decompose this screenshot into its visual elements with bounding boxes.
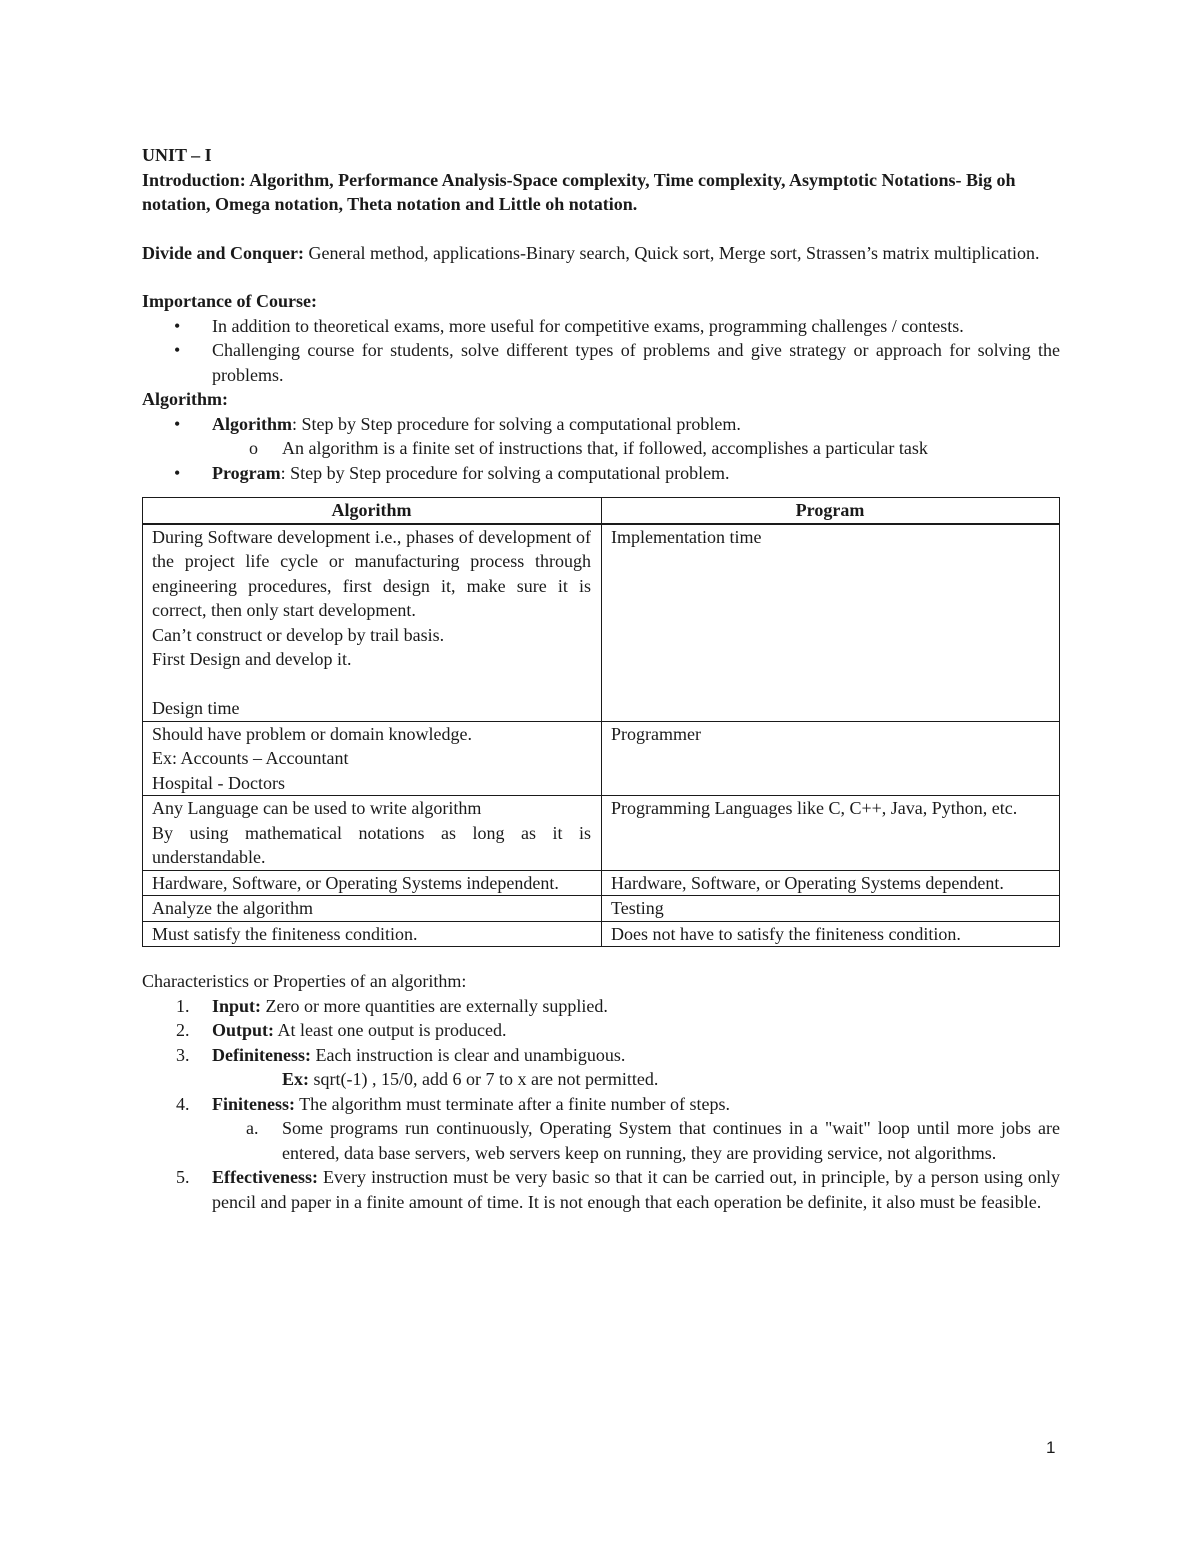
cell-line: During Software development i.e., phases of development of the project life cycle or manufacturing process through engineering procedures, first design it, make sure it is correct, then only start development. (152, 526, 591, 620)
table-cell (143, 796, 602, 871)
item-number: 3. (176, 1044, 190, 1065)
cell-line: By using mathematical notations as long as it is understandable. (152, 822, 591, 867)
importance-heading: Importance of Course: (142, 291, 317, 311)
table-row (143, 921, 1060, 947)
comparison-table (142, 497, 1060, 947)
table-cell (602, 870, 1060, 896)
cell-line (152, 672, 591, 697)
table-cell (602, 796, 1060, 871)
list-item (174, 338, 1060, 387)
cell-line: Hospital - Doctors (152, 772, 285, 793)
algorithm-list (142, 412, 1060, 486)
item-label: Output: (212, 1020, 275, 1040)
table-cell (602, 921, 1060, 947)
algorithm-label: Algorithm (212, 413, 292, 434)
cell-line: Hardware, Software, or Operating Systems independent. (152, 872, 559, 893)
table-header-algorithm: Algorithm (143, 498, 602, 524)
sub-item-text: Some programs run continuously, Operating System that continues in a "wait" loop until more jobs are entered, data base servers, web servers keep on running, they are providing service, not algorithms. (282, 1118, 1060, 1163)
table-header-program: Program (602, 498, 1060, 524)
cell-line: Ex: Accounts – Accountant (152, 748, 349, 768)
algorithm-sublist (212, 436, 1060, 461)
document-page (142, 143, 1060, 1214)
program-text: : Step by Step procedure for solving a computational problem. (280, 462, 730, 483)
table-row (143, 796, 1060, 871)
table-cell (143, 921, 602, 947)
sub-bullet-icon: o (249, 438, 258, 458)
list-item (176, 1165, 1060, 1214)
table-row (143, 896, 1060, 922)
table-header-row (143, 498, 1060, 524)
unit-title: UNIT – I (142, 145, 212, 165)
table-cell (602, 721, 1060, 796)
item-label: Effectiveness: (212, 1167, 318, 1187)
item-label: Definiteness: (212, 1044, 311, 1065)
item-text: Zero or more quantities are externally supplied. (261, 995, 608, 1016)
cell-line: Hardware, Software, or Operating Systems dependent. (611, 872, 1004, 893)
item-label: Finiteness: (212, 1093, 295, 1114)
table-row (143, 721, 1060, 796)
algorithm-text: : Step by Step procedure for solving a computational problem. (292, 413, 741, 434)
item-number: 1. (176, 995, 190, 1016)
item-label: Input: (212, 995, 262, 1016)
cell-line: Analyze the algorithm (152, 898, 313, 918)
item-number: 4. (176, 1093, 190, 1114)
table-cell (602, 524, 1060, 722)
list-item (174, 314, 1060, 339)
cell-line: Implementation time (611, 526, 762, 547)
list-item-text: Challenging course for students, solve different types of problems and give strategy or approach for solving the problems. (212, 340, 1060, 385)
cell-line: Testing (611, 898, 664, 918)
bullet-icon: • (174, 315, 181, 336)
algorithm-heading: Algorithm: (142, 389, 228, 409)
list-item (174, 412, 1060, 461)
cell-line: Should have problem or domain knowledge. (152, 723, 472, 744)
cell-line: Must satisfy the finiteness condition. (152, 923, 418, 944)
table-row (143, 524, 1060, 722)
sub-item-text: An algorithm is a finite set of instructions that, if followed, accomplishes a particular task (282, 438, 928, 458)
divide-label: Divide and Conquer: (142, 242, 305, 263)
list-item (174, 461, 1060, 486)
example-label: Ex: (282, 1069, 309, 1089)
bullet-icon: • (174, 462, 181, 483)
cell-line: Can’t construct or develop by trail basis. (152, 624, 445, 645)
program-label: Program (212, 462, 281, 483)
item-number: 2. (176, 1020, 190, 1040)
item-text: Each instruction is clear and unambiguous. (310, 1044, 626, 1065)
table-cell (143, 896, 602, 922)
divide-text: General method, applications-Binary search, Quick sort, Merge sort, Strassen’s matrix multiplication. (304, 242, 1040, 263)
cell-line: Design time (152, 698, 240, 718)
intro-text: Algorithm, Performance Analysis-Space complexity, Time complexity, Asymptotic Notations- Big oh notation, Omega notation, Theta notation and Little oh notation. (142, 169, 1016, 214)
intro-label: Introduction: (142, 169, 246, 190)
list-item (176, 1043, 1060, 1092)
finiteness-sublist (212, 1116, 1060, 1165)
importance-list (142, 314, 1060, 388)
list-item-text: In addition to theoretical exams, more useful for competitive exams, programming challenges / contests. (212, 315, 964, 336)
example-text: sqrt(-1) , 15/0, add 6 or 7 to x are not permitted. (309, 1069, 659, 1089)
table-cell (602, 896, 1060, 922)
item-text: Every instruction must be very basic so that it can be carried out, in principle, by a person using only pencil and paper in a finite amount of time. It is not enough that each operation be definite, it also must be feasible. (212, 1167, 1060, 1212)
item-text: At least one output is produced. (274, 1020, 507, 1040)
properties-list (142, 994, 1060, 1215)
intro-paragraph (142, 168, 1060, 217)
table-cell (143, 721, 602, 796)
definiteness-example (212, 1067, 1060, 1092)
cell-line: Programmer (611, 723, 701, 744)
properties-heading: Characteristics or Properties of an algorithm: (142, 971, 467, 991)
list-item (176, 1018, 1060, 1043)
item-number: 5. (176, 1167, 190, 1187)
list-item (176, 994, 1060, 1019)
page-number: 1 (1046, 1438, 1056, 1457)
sub-item-letter: a. (246, 1118, 259, 1138)
list-item (249, 436, 1060, 461)
bullet-icon: • (174, 413, 181, 434)
cell-line: Programming Languages like C, C++, Java, Python, etc. (611, 798, 1018, 818)
list-item (246, 1116, 1060, 1165)
table-cell (143, 870, 602, 896)
bullet-icon: • (174, 340, 181, 360)
table-row (143, 870, 1060, 896)
divide-paragraph (142, 241, 1060, 266)
item-text: The algorithm must terminate after a finite number of steps. (295, 1093, 731, 1114)
cell-line: Does not have to satisfy the finiteness condition. (611, 923, 961, 944)
table-cell (143, 524, 602, 722)
cell-line: Any Language can be used to write algorithm (152, 798, 482, 818)
cell-line: First Design and develop it. (152, 649, 352, 669)
list-item (176, 1092, 1060, 1166)
